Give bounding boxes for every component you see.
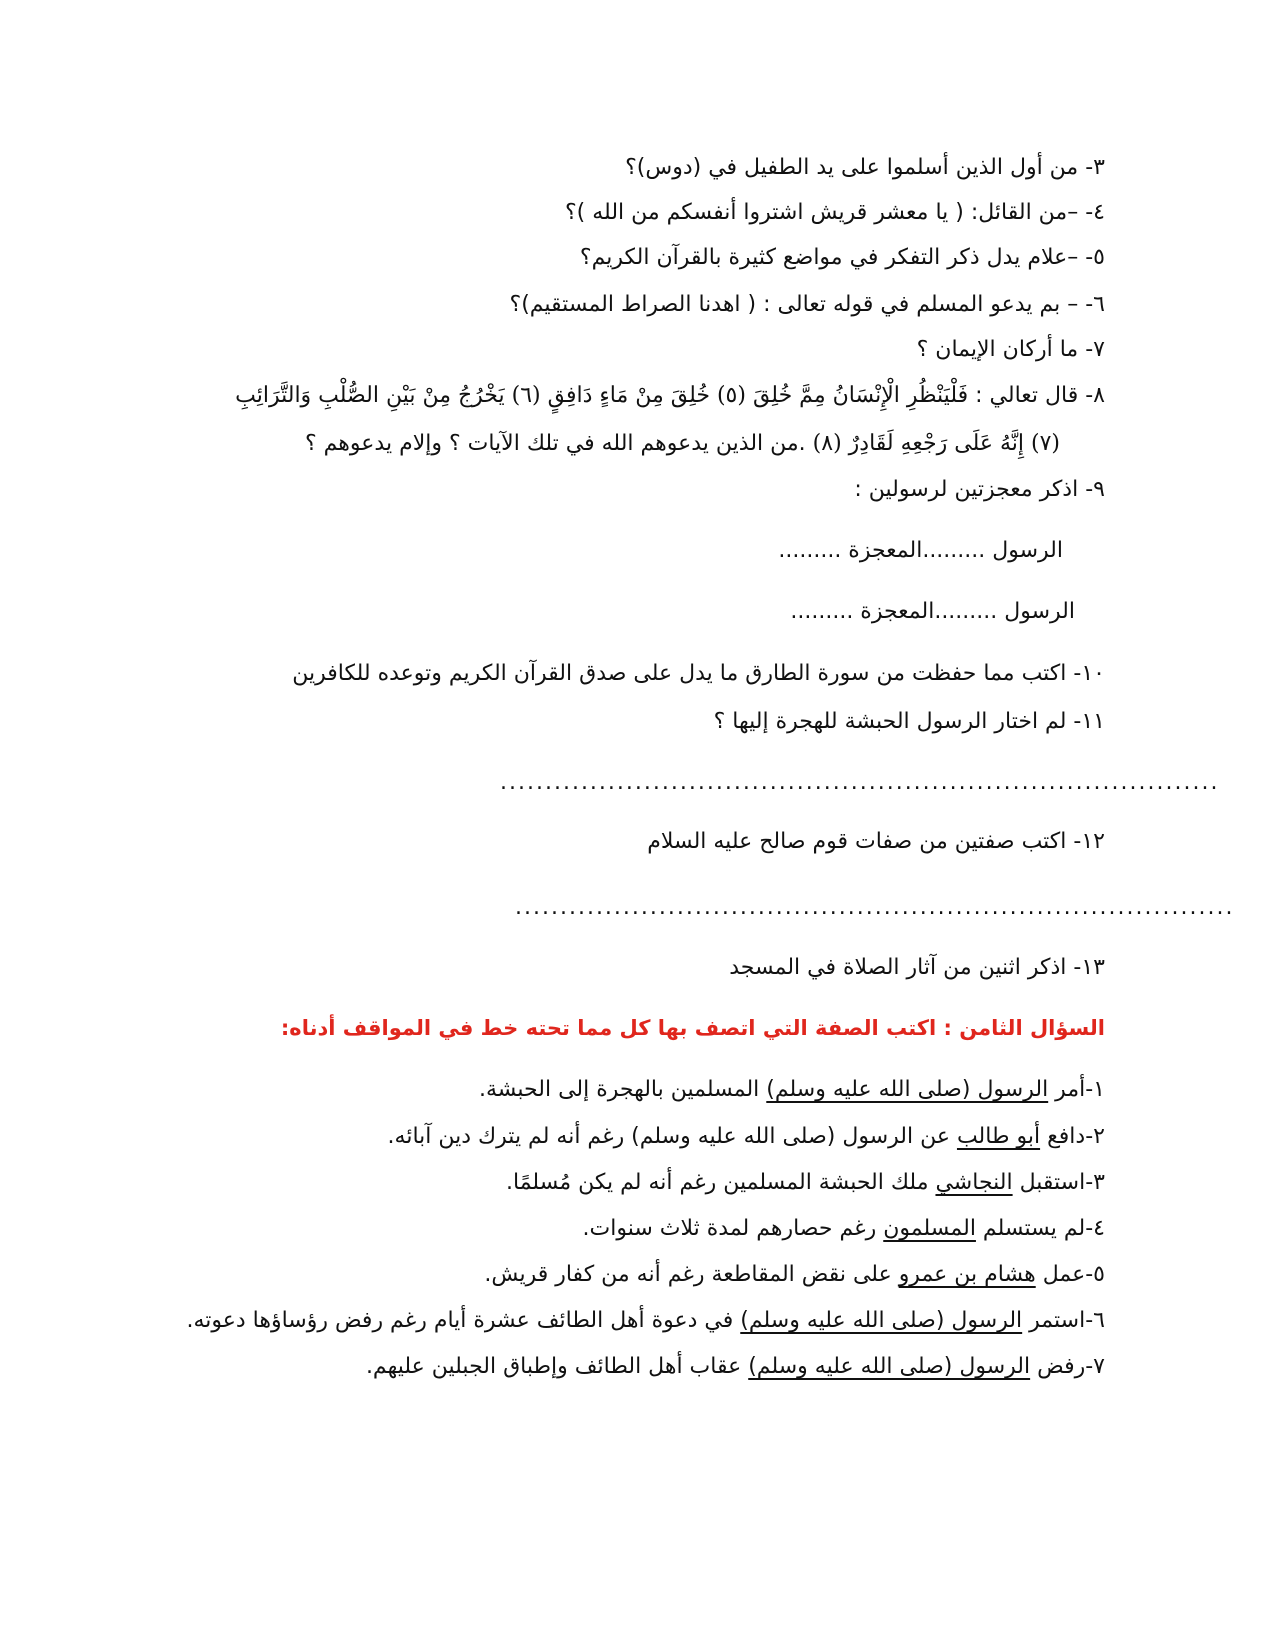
question-8 bbox=[235, 380, 1105, 412]
question-11 bbox=[714, 706, 1105, 738]
quran-verse-line-1: فَلْيَنْظُرِ الْإِنْسَانُ مِمَّ خُلِقَ (٥) خُلِقَ مِنْ مَاءٍ دَافِقٍ (٦) يَخْرُجُ مِنْ بَيْنِ الصُّلْبِ وَالتَّرَائِبِ bbox=[235, 383, 969, 408]
question-10 bbox=[292, 658, 1105, 690]
question-9 bbox=[854, 474, 1105, 506]
underlined-subject: الرسول (صلى الله عليه وسلم) bbox=[766, 1077, 1049, 1102]
question-number: ٣- bbox=[1085, 155, 1105, 180]
item-text-after: عن الرسول (صلى الله عليه وسلم) رغم أنه لم يترك دين آبائه. bbox=[387, 1124, 957, 1149]
question-13 bbox=[729, 952, 1105, 984]
item-text-before: دافع bbox=[1040, 1124, 1086, 1149]
item-text-after: عقاب أهل الطائف وإطباق الجبلين عليهم. bbox=[365, 1354, 749, 1379]
question-text: .من الذين يدعوهم الله في تلك الآيات ؟ وإلام يدعوهم ؟ bbox=[305, 431, 806, 456]
item-text-before: لم يستسلم bbox=[975, 1216, 1086, 1241]
item-number: ٧- bbox=[1085, 1354, 1105, 1379]
miracle-row-text: الرسول .........المعجزة ......... bbox=[778, 538, 1063, 563]
question-6 bbox=[510, 289, 1105, 321]
question-number: ٥- bbox=[1085, 245, 1105, 270]
question-number: ٩- bbox=[1085, 477, 1105, 502]
section-item bbox=[388, 1121, 1105, 1153]
section-item bbox=[366, 1351, 1105, 1383]
underlined-subject: أبو طالب bbox=[956, 1124, 1041, 1149]
question-4 bbox=[565, 197, 1105, 229]
question-text: –من القائل: ( يا معشر قريش اشتروا أنفسكم من الله )؟ bbox=[564, 200, 1079, 225]
question-text: ما أركان الإيمان ؟ bbox=[916, 337, 1079, 362]
section-item bbox=[186, 1305, 1105, 1337]
answer-line: ................................................................................ bbox=[500, 770, 1220, 795]
question-text: لم اختار الرسول الحبشة للهجرة إليها ؟ bbox=[713, 709, 1067, 734]
item-number: ٤- bbox=[1085, 1216, 1105, 1241]
question-12 bbox=[647, 826, 1105, 858]
question-number: ٧- bbox=[1085, 337, 1105, 362]
item-text-before: رفض bbox=[1030, 1354, 1086, 1379]
question-intro: قال تعالي : bbox=[975, 383, 1079, 408]
question-text: –علام يدل ذكر التفكر في مواضع كثيرة بالقرآن الكريم؟ bbox=[579, 245, 1079, 270]
underlined-subject: الرسول (صلى الله عليه وسلم) bbox=[748, 1354, 1031, 1379]
question-number: ٦- bbox=[1085, 292, 1105, 317]
question-8-continued bbox=[305, 428, 1060, 460]
question-text: اكتب صفتين من صفات قوم صالح عليه السلام bbox=[647, 829, 1067, 854]
quran-verse-line-2: (٧) إِنَّهُ عَلَى رَجْعِهِ لَقَادِرٌ (٨) bbox=[812, 431, 1060, 456]
question-text: اذكر اثنين من آثار الصلاة في المسجد bbox=[729, 955, 1067, 980]
underlined-subject: النجاشي bbox=[935, 1170, 1013, 1195]
section-heading: السؤال الثامن : اكتب الصفة التي اتصف بها كل مما تحته خط في المواقف أدناه: bbox=[280, 1016, 1105, 1040]
item-number: ٥- bbox=[1085, 1262, 1105, 1287]
item-text-after: رغم حصارهم لمدة ثلاث سنوات. bbox=[582, 1216, 884, 1241]
item-number: ٢- bbox=[1085, 1124, 1105, 1149]
item-text-after: ملك الحبشة المسلمين رغم أنه لم يكن مُسلمًا. bbox=[506, 1170, 936, 1195]
question-text: – بم يدعو المسلم في قوله تعالى : ( اهدنا الصراط المستقيم)؟ bbox=[509, 292, 1079, 317]
underlined-subject: هشام بن عمرو bbox=[898, 1262, 1036, 1287]
underlined-subject: الرسول (صلى الله عليه وسلم) bbox=[740, 1308, 1023, 1333]
miracle-row-text: الرسول .........المعجزة ......... bbox=[790, 599, 1075, 624]
question-number: ١١- bbox=[1073, 709, 1105, 734]
question-number: ١٢- bbox=[1073, 829, 1105, 854]
item-text-before: استمر bbox=[1022, 1308, 1086, 1333]
question-7 bbox=[917, 334, 1105, 366]
section-item bbox=[583, 1213, 1105, 1245]
question-number: ٤- bbox=[1085, 200, 1105, 225]
item-text-before: أمر bbox=[1048, 1077, 1086, 1102]
item-text-before: عمل bbox=[1035, 1262, 1086, 1287]
item-text-before: استقبل bbox=[1012, 1170, 1086, 1195]
section-item bbox=[484, 1259, 1105, 1291]
question-number: ١٠- bbox=[1073, 661, 1105, 686]
item-text-after: في دعوة أهل الطائف عشرة أيام رغم رفض رؤساؤها دعوته. bbox=[186, 1308, 741, 1333]
question-3 bbox=[625, 152, 1105, 184]
answer-line: ................................................................................ bbox=[515, 895, 1235, 920]
underlined-subject: المسلمون bbox=[883, 1216, 976, 1241]
question-5 bbox=[580, 242, 1105, 274]
question-text: اكتب مما حفظت من سورة الطارق ما يدل على صدق القرآن الكريم وتوعده للكافرين bbox=[292, 661, 1067, 686]
question-text: اذكر معجزتين لرسولين : bbox=[854, 477, 1079, 502]
section-item bbox=[506, 1167, 1105, 1199]
miracle-answer-row bbox=[778, 535, 1063, 567]
item-number: ٦- bbox=[1085, 1308, 1105, 1333]
question-text: من أول الذين أسلموا على يد الطفيل في (دوس)؟ bbox=[625, 155, 1079, 180]
item-text-after: على نقض المقاطعة رغم أنه من كفار قريش. bbox=[484, 1262, 899, 1287]
question-number: ١٣- bbox=[1073, 955, 1105, 980]
question-number: ٨- bbox=[1085, 383, 1105, 408]
item-number: ١- bbox=[1085, 1077, 1105, 1102]
miracle-answer-row bbox=[790, 596, 1075, 628]
section-item bbox=[479, 1074, 1105, 1106]
item-number: ٣- bbox=[1085, 1170, 1105, 1195]
item-text-after: المسلمين بالهجرة إلى الحبشة. bbox=[479, 1077, 767, 1102]
